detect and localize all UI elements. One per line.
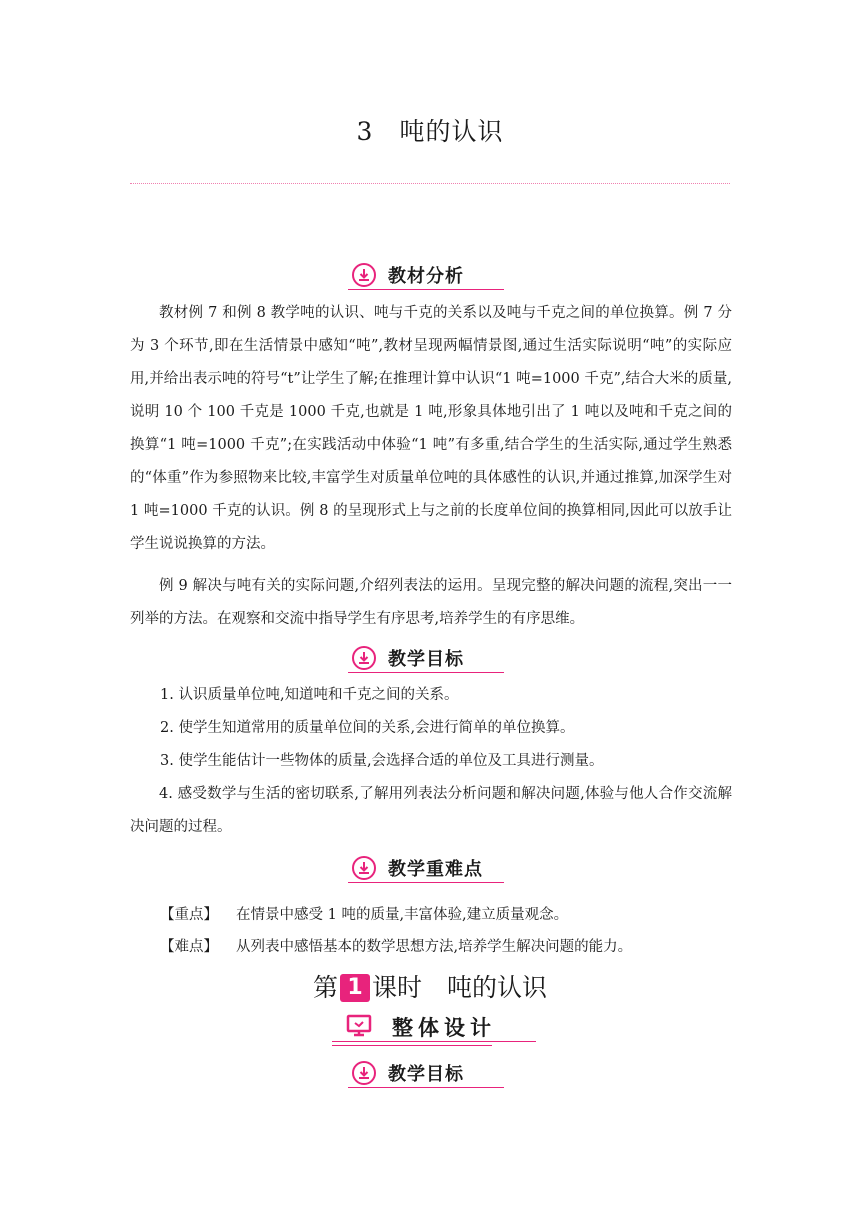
focus-text: 在情景中感受 1 吨的质量,丰富体验,建立质量观念。 bbox=[236, 907, 569, 923]
lesson-title bbox=[0, 968, 860, 1004]
section-title: 教材分析 bbox=[388, 266, 464, 287]
section-heading-keypoints bbox=[348, 855, 504, 885]
section-title: 教学重难点 bbox=[388, 859, 483, 880]
download-circle-icon bbox=[352, 263, 376, 287]
lesson-number-badge: 1 bbox=[340, 974, 370, 1002]
design-underline-inner bbox=[332, 1045, 492, 1046]
difficulty-label: 【难点】 bbox=[160, 939, 218, 955]
page-title: 3 吨的认识 bbox=[356, 117, 504, 146]
design-underline bbox=[332, 1041, 536, 1042]
download-circle-icon bbox=[352, 646, 376, 670]
download-circle-icon bbox=[352, 1061, 376, 1085]
section-heading-analysis bbox=[348, 262, 504, 292]
section-underline bbox=[348, 882, 504, 883]
goal-item: 2. 使学生知道常用的质量单位间的关系,会进行简单的单位换算。 bbox=[160, 720, 575, 736]
section-title: 教学目标 bbox=[388, 649, 464, 670]
difficulty-point bbox=[160, 935, 632, 956]
design-heading bbox=[332, 1012, 536, 1044]
focus-point bbox=[160, 903, 568, 924]
section-title: 教学目标 bbox=[388, 1064, 464, 1085]
goal-item: 4. 感受数学与生活的密切联系,了解用列表法分析问题和解决问题,体验与他人合作交流解决问题的过程。 bbox=[130, 786, 732, 835]
goal-item: 1. 认识质量单位吨,知道吨和千克之间的关系。 bbox=[160, 687, 459, 703]
analysis-paragraph-1: 教材例 7 和例 8 教学吨的认识、吨与千克的关系以及吨与千克之间的单位换算。例 7 分为 3 个环节,即在生活情景中感知“吨”,教材呈现两幅情景图,通过生活实际说明“吨”的实际应用,并给出表示吨的符号“t”让学生了解;在推理计算中认识“1 吨=1000 千克”,结合大米的质量,说明 10 个 100 千克是 1000 千克,也就是 1 吨,形象具体地引出了 1 吨以及吨和千克之间的换算“1 吨=1000 千克”;在实践活动中体验“1 吨”有多重,结合学生的生活实际,通过学生熟悉的“体重”作为参照物来比较,丰富学生对质量单位吨的具体感性的认识,并通过推算,加深学生对 1 吨=1000 千克的认识。例 8 的呈现形式上与之前的长度单位间的换算相同,因此可以放手让学生说说换算的方法。 bbox=[130, 305, 732, 552]
section-underline bbox=[348, 1087, 504, 1088]
lesson-prefix: 第 bbox=[312, 973, 338, 1002]
analysis-paragraph-2: 例 9 解决与吨有关的实际问题,介绍列表法的运用。呈现完整的解决问题的流程,突出一一列举的方法。在观察和交流中指导学生有序思考,培养学生的有序思维。 bbox=[130, 578, 732, 627]
section-underline bbox=[348, 672, 504, 673]
monitor-icon bbox=[346, 1014, 372, 1042]
focus-label: 【重点】 bbox=[160, 907, 218, 923]
section-heading-goals bbox=[348, 645, 504, 675]
lesson-suffix: 课时 吨的认识 bbox=[372, 973, 548, 1002]
download-circle-icon bbox=[352, 856, 376, 880]
difficulty-text: 从列表中感悟基本的数学思想方法,培养学生解决问题的能力。 bbox=[236, 939, 633, 955]
title-divider bbox=[130, 183, 730, 184]
section-underline bbox=[348, 289, 504, 290]
section-heading-goals-lesson bbox=[348, 1060, 504, 1090]
design-title: 整体设计 bbox=[392, 1016, 496, 1040]
goal-item: 3. 使学生能估计一些物体的质量,会选择合适的单位及工具进行测量。 bbox=[160, 753, 604, 769]
